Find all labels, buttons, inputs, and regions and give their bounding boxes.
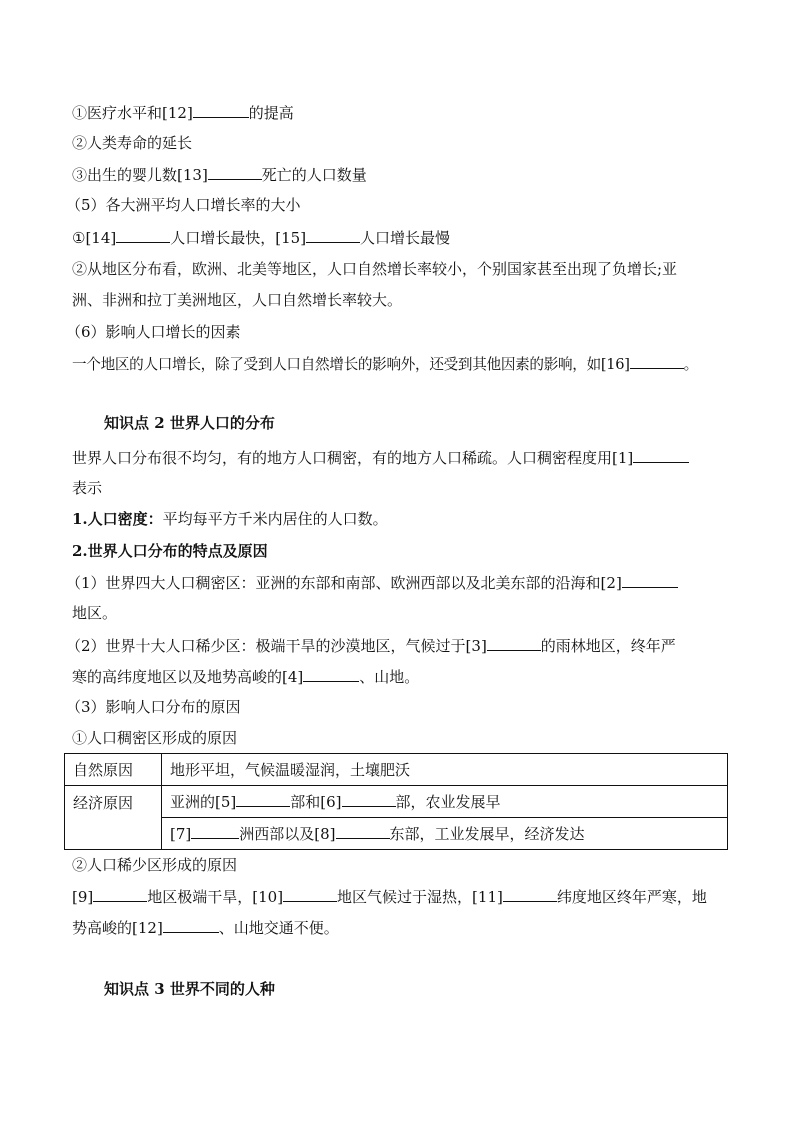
subheading-growth-rate: （5）各大洲平均人口增长率的大小 — [66, 196, 301, 214]
text-line-dense-1 — [66, 572, 678, 593]
text: 纬度地区终年严寒，地 — [556, 888, 707, 906]
table-cell-label: 自然原因 — [65, 754, 162, 786]
text-line-sparse-detail-1 — [72, 886, 707, 907]
text: （2）世界十大人口稀少区：极端干旱的沙漠地区，气候过于[3] — [66, 637, 487, 655]
fill-blank-14[interactable] — [116, 227, 170, 243]
fill-blank-13[interactable] — [208, 164, 262, 180]
text-line-lifespan: ②人类寿命的延长 — [72, 134, 193, 152]
fill-blank-16[interactable] — [630, 353, 684, 369]
text: [7] — [170, 825, 192, 843]
text: ①[14] — [72, 229, 117, 247]
subheading-factors: （6）影响人口增长的因素 — [66, 323, 241, 341]
text-line-intro-2: 表示 — [72, 479, 103, 497]
text: 部和[6] — [290, 793, 342, 811]
text-line-medical — [72, 102, 294, 123]
table-cell — [162, 818, 728, 850]
text-line-sparse-reasons: ②人口稀少区形成的原因 — [72, 856, 238, 874]
fill-blank-8[interactable] — [336, 823, 390, 839]
fill-blank-12[interactable] — [193, 102, 249, 118]
text: 人口增长最慢 — [360, 229, 451, 247]
text: 部，农业发展早 — [395, 793, 501, 811]
text: 势高峻的[12] — [72, 919, 163, 937]
text-line-sparse-detail-2 — [72, 917, 339, 938]
text: 一个地区的人口增长，除了受到人口自然增长的影响外，还受到其他因素的影响，如[16] — [72, 356, 630, 373]
table-row — [65, 786, 728, 818]
text-line-regions-2: 洲、非洲和拉丁美洲地区，人口自然增长率较大。 — [72, 291, 403, 309]
text-line-dense-reasons: ①人口稠密区形成的原因 — [72, 729, 238, 747]
text-line-intro-1 — [72, 447, 689, 468]
text: 洲西部以及[8] — [239, 825, 336, 843]
fill-blank-15[interactable] — [306, 227, 360, 243]
text: 的提高 — [248, 104, 294, 122]
text-line-births — [72, 164, 367, 185]
text: 死亡的人口数量 — [261, 166, 367, 184]
text: 、山地。 — [359, 668, 420, 686]
fill-blank-1[interactable] — [633, 447, 689, 463]
fill-blank-12b[interactable] — [163, 917, 219, 933]
density-label: 1.人口密度： — [72, 510, 163, 528]
section-heading-kp3: 知识点 3 世界不同的人种 — [104, 980, 275, 998]
text: 的雨林地区，终年严 — [540, 637, 676, 655]
fill-blank-6[interactable] — [342, 791, 396, 807]
fill-blank-7[interactable] — [191, 823, 239, 839]
reasons-table — [64, 753, 728, 850]
text-line-other-factors — [72, 353, 698, 375]
fill-blank-3[interactable] — [487, 635, 541, 651]
text: 。 — [683, 356, 698, 373]
fill-blank-10[interactable] — [283, 886, 337, 902]
text: 东部，工业发展早，经济发达 — [389, 825, 585, 843]
table-row — [65, 818, 728, 850]
section-heading-kp2: 知识点 2 世界人口的分布 — [104, 414, 275, 432]
text: （1）世界四大人口稠密区：亚洲的东部和南部、欧洲西部以及北美东部的沿海和[2] — [66, 574, 622, 592]
text: ①医疗水平和[12] — [72, 104, 193, 122]
text-line-dense-2: 地区。 — [72, 604, 118, 622]
text-line-sparse-1 — [66, 635, 676, 656]
text-line-fastest — [72, 227, 450, 248]
table-cell: 地形平坦，气候温暖湿润，土壤肥沃 — [162, 754, 728, 786]
text-line-regions-1: ②从地区分布看，欧洲、北美等地区，人口自然增长率较小，个别国家甚至出现了负增长;亚 — [72, 260, 678, 278]
text: ③出生的婴儿数[13] — [72, 166, 208, 184]
text: 人口增长最快，[15] — [170, 229, 307, 247]
text-line-sparse-2 — [72, 666, 419, 687]
text: 寒的高纬度地区以及地势高峻的[4] — [72, 668, 304, 686]
text: 亚洲的[5] — [170, 793, 237, 811]
text: 地区气候过于湿热，[11] — [337, 888, 503, 906]
subheading-distribution: 2.世界人口分布的特点及原因 — [72, 542, 268, 560]
fill-blank-11[interactable] — [503, 886, 557, 902]
text: 地区极端干旱，[10] — [147, 888, 284, 906]
fill-blank-9[interactable] — [93, 886, 147, 902]
subheading-reasons: （3）影响人口分布的原因 — [66, 698, 241, 716]
density-text: 平均每平方千米内居住的人口数。 — [162, 510, 388, 528]
text: [9] — [72, 888, 94, 906]
fill-blank-4[interactable] — [303, 666, 359, 682]
table-cell — [162, 786, 728, 818]
fill-blank-5[interactable] — [236, 791, 290, 807]
table-cell-label: 经济原因 — [65, 786, 162, 850]
text-line-density — [72, 509, 388, 529]
table-row — [65, 754, 728, 786]
fill-blank-2[interactable] — [622, 572, 678, 588]
text: 、山地交通不便。 — [218, 919, 339, 937]
text: 世界人口分布很不均匀，有的地方人口稠密，有的地方人口稀疏。人口稠密程度用[1] — [72, 449, 634, 467]
